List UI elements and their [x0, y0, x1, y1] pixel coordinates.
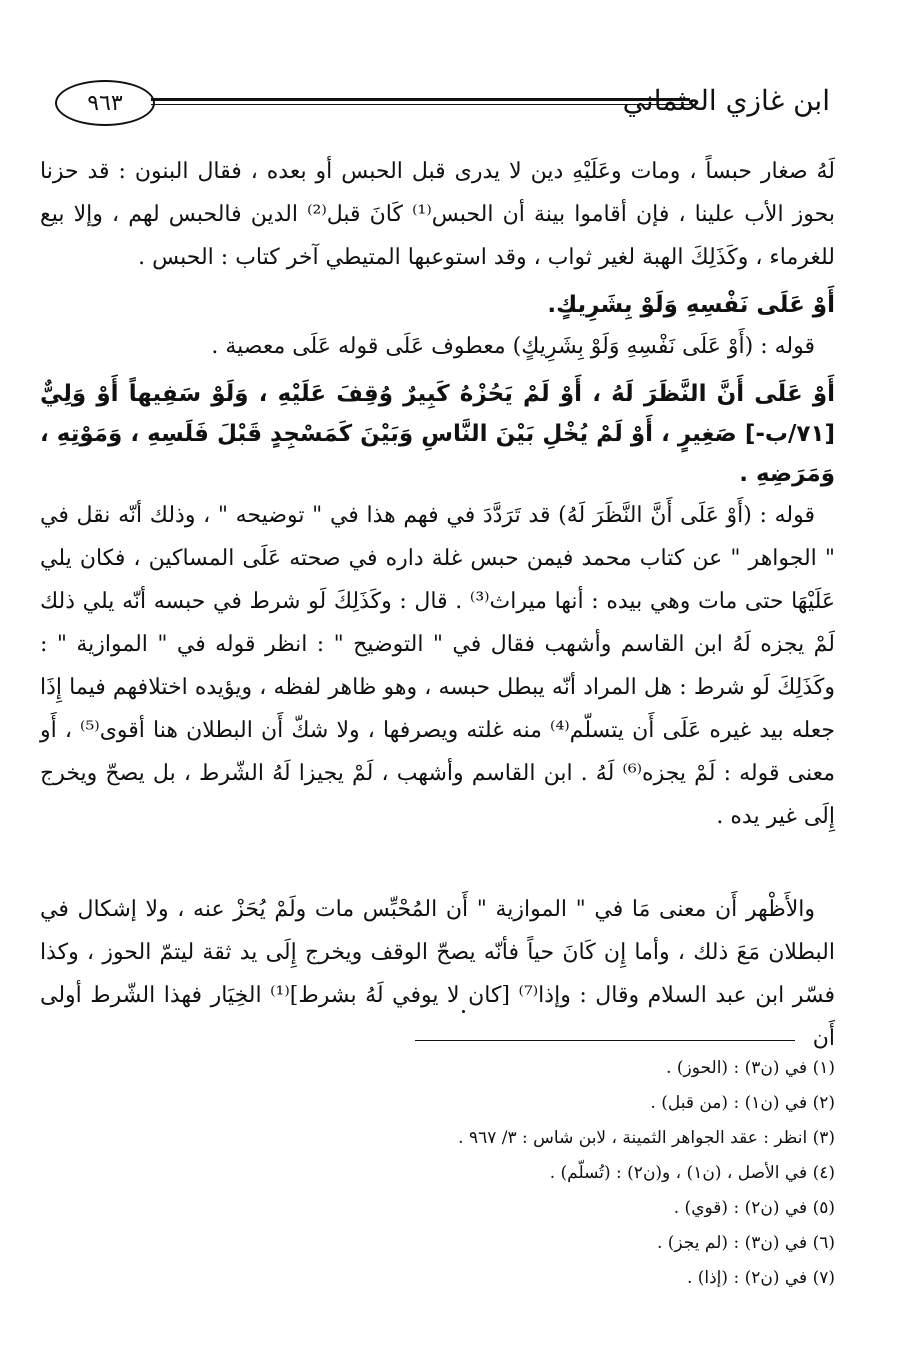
footnote-item: (٣) انظر : عقد الجواهر الثمينة ، لابن شاس : ٣/ ٩٦٧ . [458, 1128, 835, 1148]
footnote-item: (٥) في (ن٢) : (قوي) . [673, 1198, 835, 1218]
header-rule [151, 98, 690, 101]
stray-dot [462, 1010, 465, 1013]
running-title: ابن غازي العثماني [622, 84, 830, 117]
footnote-list [415, 1051, 835, 1296]
footnote-item: (١) في (ن٣) : (الحوز) . [666, 1058, 835, 1078]
footnote-rule [415, 1040, 795, 1041]
page-header [55, 72, 830, 142]
footnote-item: (٦) في (ن٣) : (لم يجز) . [656, 1233, 835, 1253]
commentary-paragraph-3: والأَظْهر أَن معنى مَا في " الموازية " أَن المُحْبِّس مات ولَمْ يُحَزْ عنه ، ولا إشكال في البطلان مَعَ ذلك ، وأما إِن كَانَ حياً فأنّه يصحّ الوقف ويخرج إِلَى يد ثقة ليتمّ الحوز ، وكذا فسّر ابن عبد السلام وقال : وإذا⁽⁷⁾ [كان لا يوفي لَهُ بشرط]⁽¹⁾ الخِيَار فهذا الشّرط أولى أَن [40, 897, 835, 1051]
commentary-paragraph-2: قوله : (أَوْ عَلَى أَنَّ النَّظَرَ لَهُ) قد تَرَدَّدَ في فهم هذا في " توضيحه " ، وذلك أنّه نقل في " الجواهر " عن كتاب محمد فيمن حبس غلة داره في صحته عَلَى المساكين ، فكان يلي عَلَيْهَا حتى مات وهي بيده : أنها ميراث⁽³⁾ . قال : وكَذَلِكَ لَو شرط في حبسه أنّه يلي ذلك لَمْ يجزه لَهُ ابن القاسم وأشهب فقال في " التوضيح " : انظر قوله في " الموازية " : وكَذَلِكَ لَو شرط : هل المراد أنّه يبطل حبسه ، وهو ظاهر لفظه ، ويؤيده اختلافهم فيما إِذَا جعله بيد غيره عَلَى أَن يتسلّم⁽⁴⁾ منه غلته ويصرفها ، ولا شكّ أَن البطلان هنا أقوى⁽⁵⁾ ، أَو معنى قوله : لَمْ يجزه⁽⁶⁾ لَهُ . ابن القاسم وأشهب ، لَمْ يجيزا لَهُ الشّرط ، بل يصحّ ويخرج إِلَى غير يده . [40, 503, 836, 829]
main-text [40, 150, 835, 1060]
matn-verse-2: أَوْ عَلَى أَنَّ النَّظَرَ لَهُ ، أَوْ لَمْ يَحُزْهُ كَبِيرٌ وُقِفَ عَلَيْهِ ، وَلَوْ سَفِيهاً أَوْ وَلِيٌّ [٧١/ب-] صَغِيرٍ ، أَوْ لَمْ يُخْلِ بَيْنَ النَّاسِ وَبَيْنَ كَمَسْجِدٍ قَبْلَ فَلَسِهِ ، وَمَوْتِهِ ، وَمَرَضِهِ . [40, 381, 835, 487]
footnote-item: (٧) في (ن٢) : (إذا) . [686, 1268, 835, 1288]
matn-verse-1: أَوْ عَلَى نَفْسِهِ وَلَوْ بِشَرِيكٍ. [547, 292, 835, 318]
header-rule-thin [151, 104, 690, 105]
footnote-item: (٤) في الأصل ، (ن١) ، و(ن٢) : (تُسلّم) . [549, 1163, 835, 1183]
page-number: ٩٦٣ [55, 80, 155, 126]
paragraph-1: لَهُ صغار حبساً ، ومات وعَلَيْهِ دين لا يدرى قبل الحبس أو بعده ، فقال البنون : قد حزنا بحوز الأب علينا ، فإن أقاموا بينة أن الحبس⁽¹⁾ كَانَ قبل⁽²⁾ الدين فالحبس لهم ، وإلا بيع للغرماء ، وكَذَلِكَ الهبة لغير ثواب ، وقد استوعبها المتيطي آخر كتاب : الحبس . [40, 159, 835, 270]
footnotes [415, 1040, 835, 1296]
footnote-item: (٢) في (ن١) : (من قبل) . [650, 1093, 835, 1113]
commentary-paragraph-1: قوله : (أَوْ عَلَى نَفْسِهِ وَلَوْ بِشَرِيكٍ) معطوف عَلَى قوله عَلَى معصية . [211, 334, 815, 359]
paragraph-gap [40, 838, 835, 888]
